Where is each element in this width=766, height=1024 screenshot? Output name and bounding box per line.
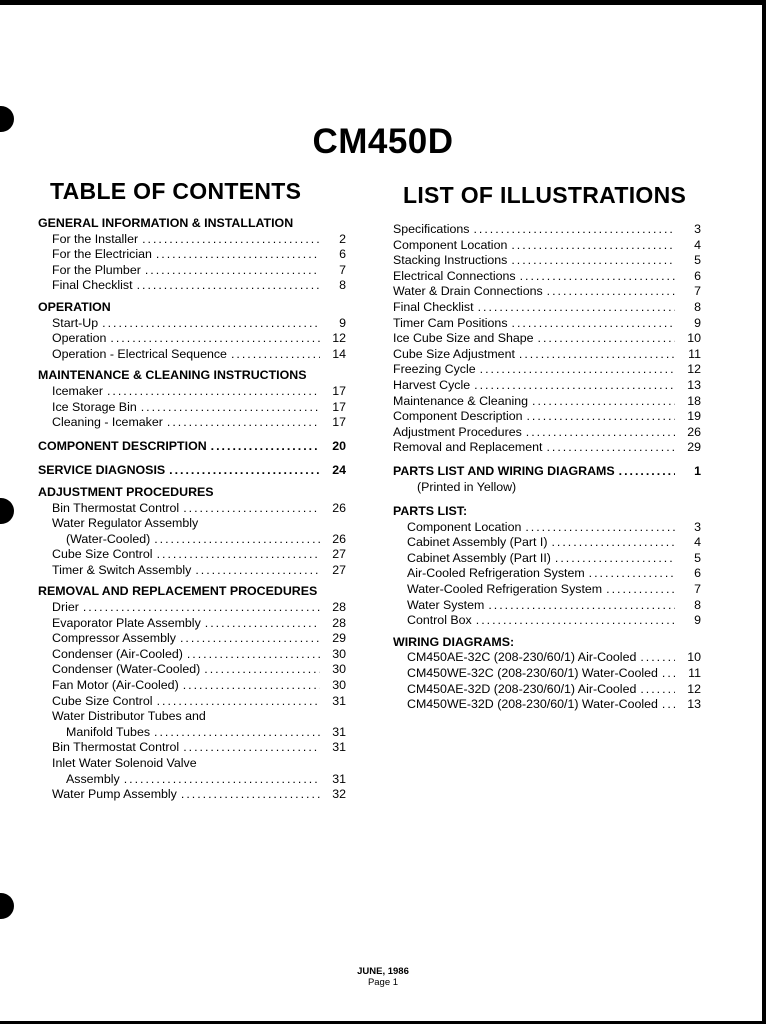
toc-section-maintenance: MAINTENANCE & CLEANING INSTRUCTIONS — [38, 368, 307, 383]
toc-entry[interactable]: (Water-Cooled) ..... 26 — [52, 532, 346, 548]
toc-entry[interactable]: Bin Thermostat Control ..... 26 — [52, 501, 346, 517]
toc-entry[interactable]: For the Plumber ..... 7 — [52, 263, 346, 279]
parts-list-entry[interactable]: Water-Cooled Refrigeration System ..... 7 — [407, 582, 701, 598]
toc-entry[interactable]: Operation - Electrical Sequence ..... 14 — [52, 347, 346, 363]
toc-entry[interactable]: Fan Motor (Air-Cooled) ..... 30 — [52, 678, 346, 694]
loi-entry[interactable]: Electrical Connections ..... 6 — [393, 269, 701, 285]
parts-list-entry[interactable]: Control Box ..... 9 — [407, 613, 701, 629]
toc-section-adjustment: ADJUSTMENT PROCEDURES — [38, 484, 214, 499]
loi-entry[interactable]: Water & Drain Connections ..... 7 — [393, 284, 701, 300]
footer-date: JUNE, 1986 — [357, 966, 409, 977]
loi-entry[interactable]: Freezing Cycle ..... 12 — [393, 362, 701, 378]
toc-entry[interactable]: Condenser (Air-Cooled) ..... 30 — [52, 647, 346, 663]
loi-entry[interactable]: Harvest Cycle ..... 13 — [393, 378, 701, 394]
parts-list-entry[interactable]: Air-Cooled Refrigeration System ..... 6 — [407, 566, 701, 582]
toc-section-service[interactable]: SERVICE DIAGNOSIS ..... 24 — [38, 463, 346, 479]
wiring-diagram-entry[interactable]: CM450WE-32C (208-230/60/1) Water-Cooled ..... 11 — [407, 666, 701, 682]
loi-entry[interactable]: Specifications ..... 3 — [393, 222, 701, 238]
loi-entry[interactable]: Maintenance & Cleaning ..... 18 — [393, 394, 701, 410]
toc-section-component[interactable]: COMPONENT DESCRIPTION ..... 20 — [38, 439, 346, 455]
toc-entry[interactable]: Water Pump Assembly ..... 32 — [52, 787, 346, 803]
wiring-list — [407, 650, 701, 712]
toc-entry-line: Inlet Water Solenoid Valve — [52, 756, 197, 770]
toc-entry-line: Water Distributor Tubes and — [52, 709, 206, 724]
wiring-diagram-entry[interactable]: CM450WE-32D (208-230/60/1) Water-Cooled ..... 13 — [407, 697, 701, 713]
toc-entry[interactable]: Cube Size Control ..... 31 — [52, 694, 346, 710]
loi-entry[interactable]: Timer Cam Positions ..... 9 — [393, 316, 701, 332]
binder-hole-middle — [0, 498, 14, 524]
toc-entry[interactable]: For the Installer ..... 2 — [52, 232, 346, 248]
toc-entry[interactable]: Cleaning - Icemaker ..... 17 — [52, 415, 346, 431]
loi-entry[interactable]: Ice Cube Size and Shape ..... 10 — [393, 331, 701, 347]
toc-entry[interactable]: For the Electrician ..... 6 — [52, 247, 346, 263]
binder-hole-bottom — [0, 893, 14, 919]
toc-entry[interactable]: Start-Up ..... 9 — [52, 316, 346, 332]
toc-entry[interactable]: Condenser (Water-Cooled) ..... 30 — [52, 662, 346, 678]
toc-heading: TABLE OF CONTENTS — [50, 178, 302, 204]
toc-entry-line: Water Regulator Assembly — [52, 516, 199, 531]
toc-entry[interactable]: Icemaker ..... 17 — [52, 384, 346, 400]
table-of-contents — [38, 178, 346, 803]
loi-entry[interactable]: Component Description ..... 19 — [393, 409, 701, 425]
loi-entry[interactable]: Cube Size Adjustment ..... 11 — [393, 347, 701, 363]
list-of-illustrations — [393, 182, 701, 713]
toc-section-general: GENERAL INFORMATION & INSTALLATION — [38, 216, 294, 230]
loi-section-wiring: WIRING DIAGRAMS: — [393, 634, 515, 649]
loi-entry[interactable]: Final Checklist ..... 8 — [393, 300, 701, 316]
loi-entry[interactable]: Component Location ..... 4 — [393, 238, 701, 254]
wiring-diagram-entry[interactable]: CM450AE-32C (208-230/60/1) Air-Cooled ..... 10 — [407, 650, 701, 666]
toc-entry[interactable]: Operation ..... 12 — [52, 331, 346, 347]
footer-page-number: Page 1 — [367, 977, 399, 988]
loi-note: (Printed in Yellow) — [417, 479, 517, 494]
loi-entry[interactable]: Removal and Replacement ..... 29 — [393, 440, 701, 456]
loi-section-parts-list: PARTS LIST: — [393, 504, 468, 519]
loi-list — [393, 222, 701, 456]
parts-list-entry[interactable]: Component Location ..... 3 — [407, 520, 701, 536]
toc-entry[interactable]: Drier ..... 28 — [52, 600, 346, 616]
toc-entry[interactable]: Timer & Switch Assembly ..... 27 — [52, 563, 346, 579]
loi-entry[interactable]: Stacking Instructions ..... 5 — [393, 253, 701, 269]
loi-entry[interactable]: Adjustment Procedures ..... 26 — [393, 425, 701, 441]
toc-entry[interactable]: Final Checklist ..... 8 — [52, 278, 346, 294]
parts-list-entry[interactable]: Cabinet Assembly (Part II) ..... 5 — [407, 551, 701, 567]
toc-entry[interactable]: Evaporator Plate Assembly ..... 28 — [52, 616, 346, 632]
toc-entry[interactable]: Manifold Tubes ..... 31 — [52, 725, 346, 741]
page-border-top — [0, 0, 766, 5]
toc-entry[interactable]: Compressor Assembly ..... 29 — [52, 631, 346, 647]
toc-entry[interactable]: Ice Storage Bin ..... 17 — [52, 400, 346, 416]
toc-entry[interactable]: Bin Thermostat Control ..... 31 — [52, 740, 346, 756]
toc-section-removal: REMOVAL AND REPLACEMENT PROCEDURES — [38, 584, 318, 599]
parts-list-entry[interactable]: Cabinet Assembly (Part I) ..... 4 — [407, 535, 701, 551]
page-footer — [0, 966, 766, 988]
toc-entry[interactable]: Assembly ..... 31 — [52, 772, 346, 788]
wiring-diagram-entry[interactable]: CM450AE-32D (208-230/60/1) Air-Cooled ..... 12 — [407, 682, 701, 698]
toc-entry[interactable]: Cube Size Control ..... 27 — [52, 547, 346, 563]
parts-list — [407, 520, 701, 629]
parts-list-entry[interactable]: Water System ..... 8 — [407, 598, 701, 614]
toc-section-operation: OPERATION — [38, 299, 111, 314]
document-title: CM450D — [312, 122, 454, 161]
loi-heading: LIST OF ILLUSTRATIONS — [403, 182, 687, 208]
loi-section-parts-wiring[interactable]: PARTS LIST AND WIRING DIAGRAMS ..... 1 — [393, 464, 701, 480]
